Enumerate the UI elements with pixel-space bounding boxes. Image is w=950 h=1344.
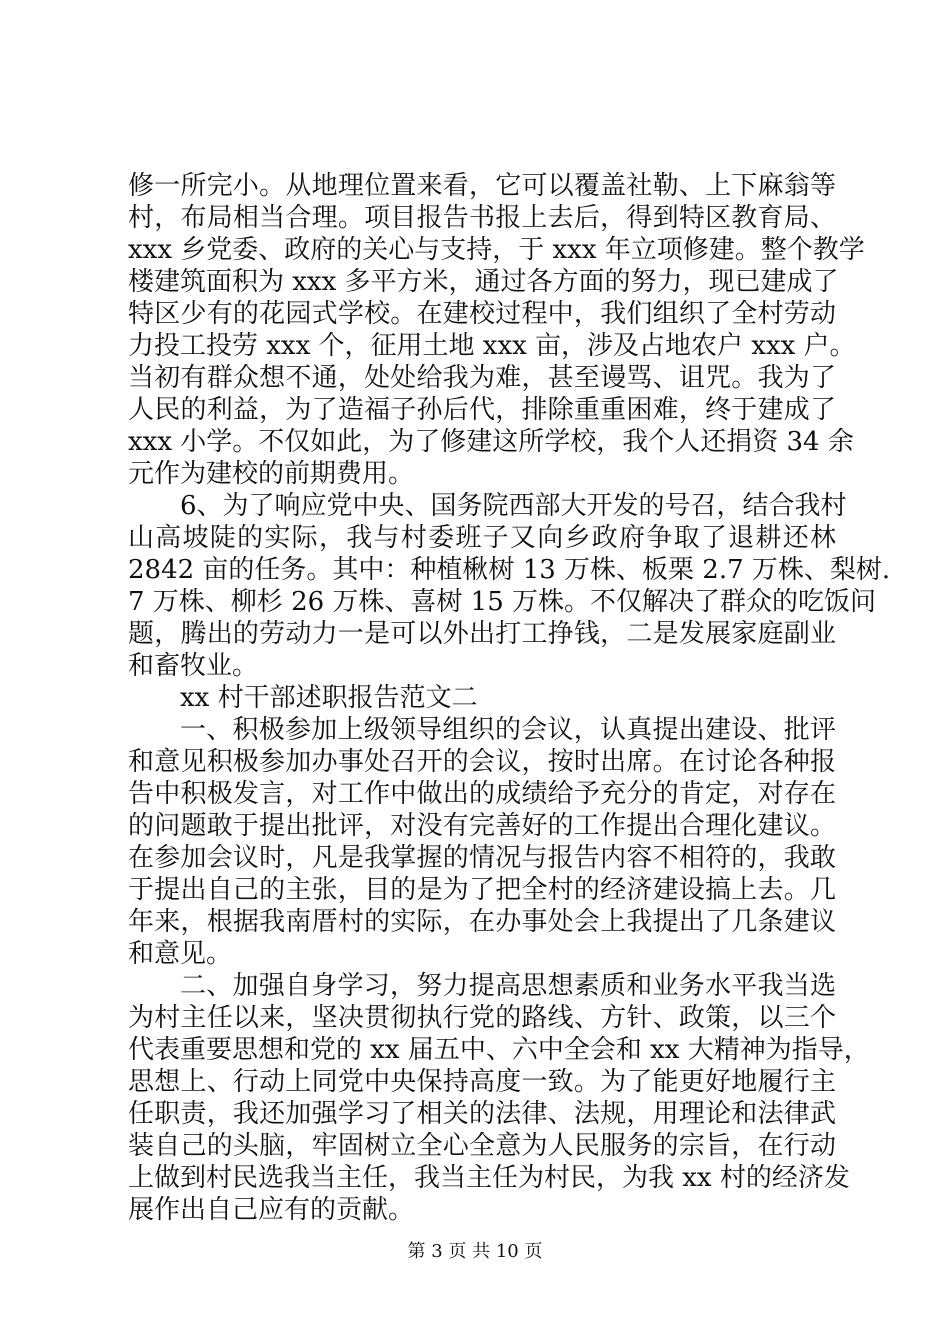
text-line: 思想上、行动上同党中央保持高度一致。为了能更好地履行主 [128,1067,836,1097]
text-line: xxx 乡党委、政府的关心与支持，于 xxx 年立项修建。整个教学 [128,235,865,265]
text-line: 特区少有的花园式学校。在建校过程中，我们组织了全村劳动 [128,299,836,329]
text-line: 题，腾出的劳动力一是可以外出打工挣钱，二是发展家庭副业 [128,619,836,649]
paragraph-first-line: 6、为了响应党中央、国务院西部大开发的号召，结合我村 [180,491,847,521]
text-line: 的问题敢于提出批评，对没有完善好的工作提出合理化建议。 [128,811,836,841]
paragraph-first-line: 二、加强自身学习，努力提高思想素质和业务水平我当选 [180,971,836,1001]
text-line: 装自己的头脑，牢固树立全心全意为人民服务的宗旨，在行动 [128,1131,836,1161]
text-line: 代表重要思想和党的 xx 届五中、六中全会和 xx 大精神为指导， [128,1035,870,1065]
text-line: 楼建筑面积为 xxx 多平方米，通过各方面的努力，现已建成了 [128,267,839,297]
text-line: 修一所完小。从地理位置来看，它可以覆盖社勒、上下麻翁等 [128,171,836,201]
text-line: 上做到村民选我当主任，我当主任为村民，为我 xx 村的经济发 [128,1163,850,1193]
text-line: 告中积极发言，对工作中做出的成绩给予充分的肯定，对存在 [128,779,836,809]
text-line: 年来，根据我南厝村的实际，在办事处会上我提出了几条建议 [128,907,836,937]
section-heading: xx 村干部述职报告范文二 [180,683,478,713]
text-line: 力投工投劳 xxx 个，征用土地 xxx 亩，涉及占地农户 xxx 户。 [128,331,856,361]
document-body [128,170,891,1226]
text-line: 展作出自己应有的贡献。 [128,1195,415,1225]
text-line: xxx 小学。不仅如此，为了修建这所学校，我个人还捐资 34 余 [128,427,854,457]
text-line: 2842 亩的任务。其中：种植楸树 13 万株、板栗 2.7 万株、梨树. [128,555,891,585]
text-line: 和意见积极参加办事处召开的会议，按时出席。在讨论各种报 [128,747,836,777]
text-line: 于提出自己的主张，目的是为了把全村的经济建设搞上去。几 [128,875,836,905]
text-line: 7 万株、柳杉 26 万株、喜树 15 万株。不仅解决了群众的吃饭问 [128,587,877,617]
paragraph-first-line: 一、积极参加上级领导组织的会议，认真提出建设、批评 [180,715,836,745]
text-line: 元作为建校的前期费用。 [128,459,415,489]
text-line: 在参加会议时，凡是我掌握的情况与报告内容不相符的，我敢 [128,843,836,873]
text-line: 山高坡陡的实际，我与村委班子又向乡政府争取了退耕还林 [128,523,836,553]
page-number-footer: 第 3 页 共 10 页 [407,1241,543,1262]
text-line: 村，布局相当合理。项目报告书报上去后，得到特区教育局、 [128,203,836,233]
text-line: 和畜牧业。 [128,651,259,681]
text-line: 任职责，我还加强学习了相关的法律、法规，用理论和法律武 [128,1099,836,1129]
text-line: 和意见。 [128,939,233,969]
text-line: 为村主任以来，坚决贯彻执行党的路线、方针、政策，以三个 [128,1003,836,1033]
text-line: 当初有群众想不通，处处给我为难，甚至谩骂、诅咒。我为了 [128,363,836,393]
text-line: 人民的利益，为了造福子孙后代，排除重重困难，终于建成了 [128,395,836,425]
